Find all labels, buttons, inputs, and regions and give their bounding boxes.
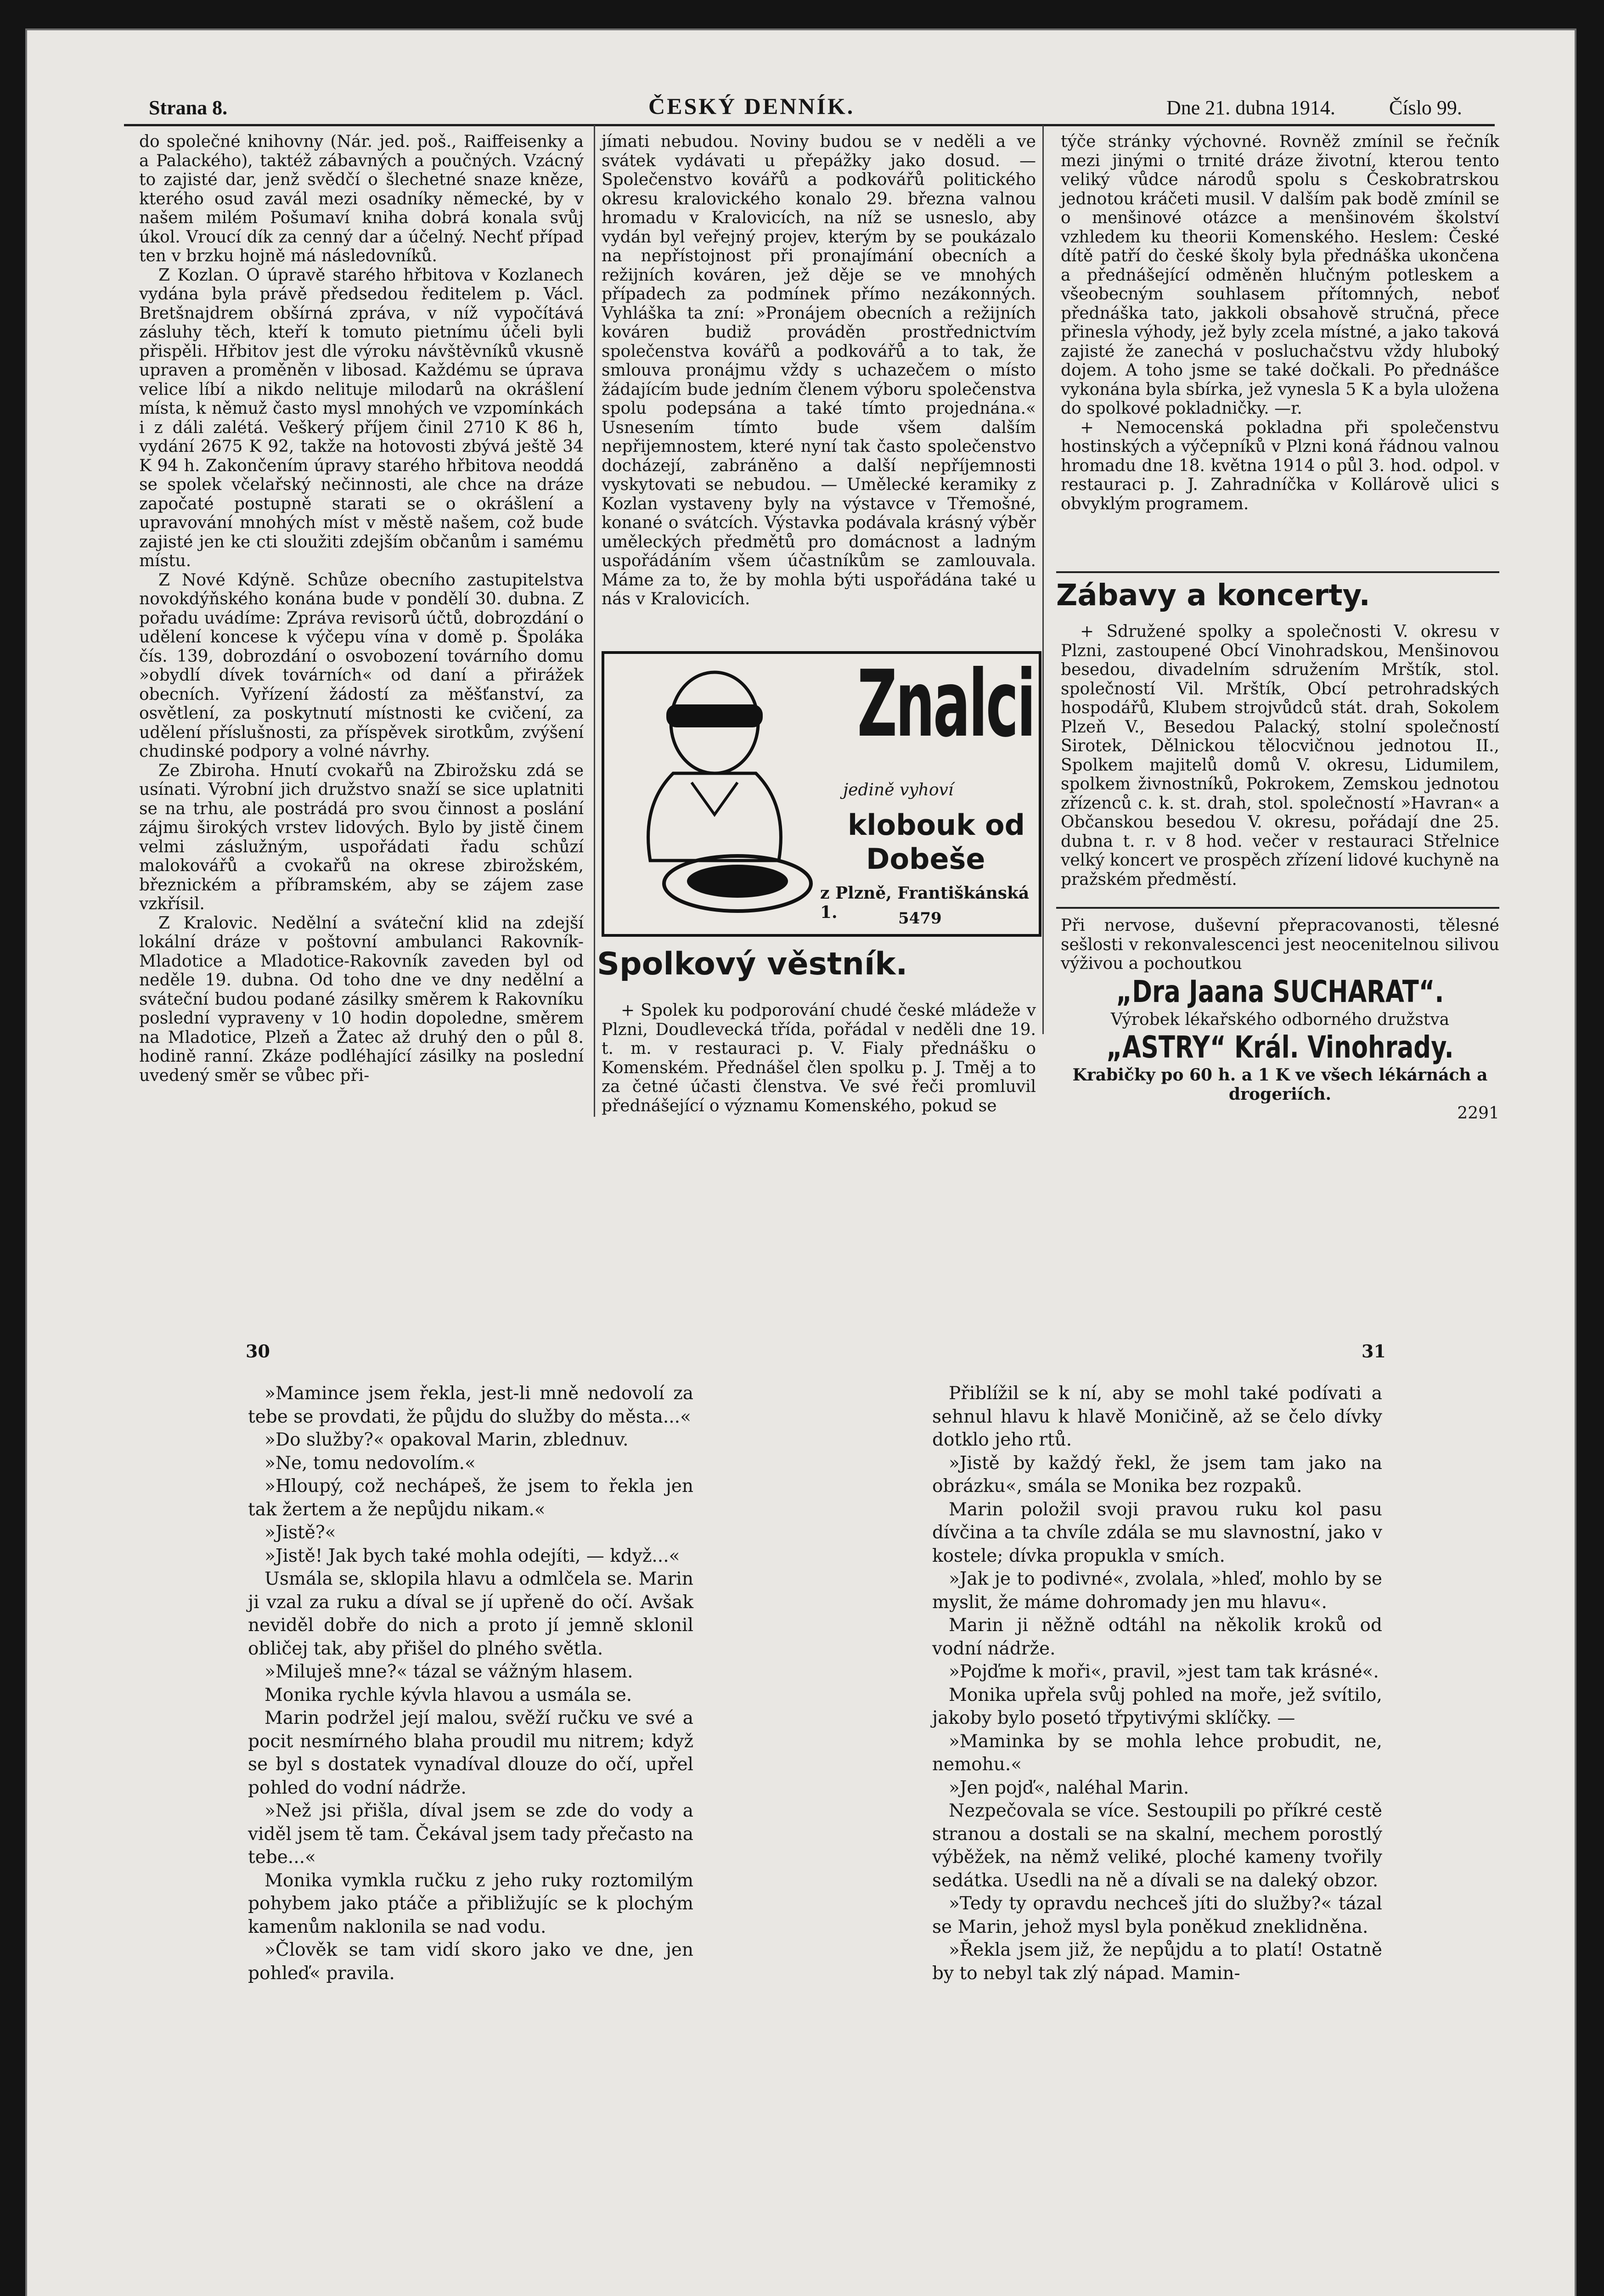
book-paragraph: »Jistě?« [265, 1522, 336, 1543]
book-paragraph: Nezpečovala se více. Sestoupili po příkré cestě stranou a dostali se na skalní, mechem porostlý výběžek, na němž veliké, ploché kameny tvořily sedátka. Usedli na ně a dívali se na daleký obzor. [932, 1801, 1382, 1891]
ad-line: Dobeše [866, 842, 985, 876]
book-paragraph: »Jak je to podivné«, zvolala, »hleď, mohlo by se myslit, že máme dohromady jen mu hlavu«. [932, 1569, 1382, 1613]
book-paragraph: »Jistě by každý řekl, že jsem tam jako na obrázku«, smála se Monika bez rozpaků. [932, 1452, 1382, 1497]
newspaper-title: ČESKÝ DENNÍK. [648, 93, 855, 119]
article-kralovice: Z Kralovic. Nedělní a sváteční klid na zdejší lokální dráze v poštovní ambulanci Rakovník-Mladotice a Mladotice-Rakovník zaveden byl od neděle 19. dubna. Od toho dne ve dny nedělní a sváteční budou podané zásilky směrem k Rakovníku poslední vypraveny v 10 hodin dopoledne, směrem na Mladotice, Plzeň a Žatec až druhý den o půl 8. hodině ranní. Zkáze podléhající zásilky na poslední uvedený směr se vůbec při- [139, 913, 584, 1085]
book-paragraph: »Maminka by se mohla lehce probudit, ne, nemohu.« [932, 1731, 1382, 1775]
article-nemocenska: + Nemocenská pokladna při společenstvu hostinských a výčepníků v Plzni koná řádnou valnou hromadu dne 18. května 1914 o půl 3. hod. odpol. v restauraci p. J. Zahradníčka v Kollárově ulici s obvyklým programem. [1061, 418, 1499, 513]
ad-line: jedině vyhoví [843, 781, 954, 799]
ad-intro: Při nervose, duševní přepracovanosti, tělesné sešlosti v rekonvalescenci jest neocenitelnou silivou výživou a pochoutkou [1061, 916, 1499, 973]
article-continued: týče stránky výchovné. Rovněž zmínil se řečník mezi jinými o trnité dráze životní, kterou tento veliký vůdce národů spolu s Českobratrskou jednotou kráčeti musil. V dalším pak bodě zmínil se o menšinové otázce a menšinovém školství vzhledem ku theorii Komenského. Heslem: České dítě patří do české školy byla přednáška ukončena a přednášející odměněn hlučným potleskem a všeobecným souhlasem přítomných, neboť přednáška tato, jakkoli obsahově stručná, přece přinesla výhody, jež byly zcela místné, a jako taková zajisté že zanechá v posluchačstvu vždy hluboký dojem. A toho jsme se také dočkali. Po přednášce vykonána byla sbírka, jež vynesla 5 K a byla uložena do spolkové pokladničky. —r. [1061, 132, 1499, 418]
ad-maker: „ASTRY“ Král. Vinohrady. [1106, 1030, 1454, 1065]
column-divider [1042, 125, 1044, 1034]
article-continued: jímati nebudou. Noviny budou se v neděli a ve svátek vydávati u přepážky jako dosud. — Společenstvo kovářů a podkovářů politického okresu kralovického konalo 29. března valnou hromadu v Kralovicích, na níž se usneslo, aby vydán byl veřejný projev, kterým by se poukázalo na nepřístojnost při pronajímání obecních a režijních kováren, jež děje se ve mnohých případech za podmínek přímo nezákonných. Vyhláška ta zní: »Pronájem obecních a režijních kováren budiž prováděn prostřednictvím společenstva kovářů a podkovářů a to tak, že smlouva pronájmu vždy s uchazečem o místo žádajícím bude jedním členem výboru společenstva spolu podepsána a také tímto projednána.« Usnesením tímto bude všem dalším nepřijemnostem, které nyní tak často společenstvo docházejí, zabráněno a další nepříjemnosti vyskytovati se nebudou. — Umělecké keramiky z Kozlan vystaveny byly na výstavce v Třemošné, konané o svátcích. Výstavka podávala krásný výběr uměleckých předmětů pro domácnost a ladným uspořádáním všem účastníkům se zamlouvala. Máme za to, že by mohla býti uspořádána také u nás v Kralovicích. [602, 132, 1036, 608]
book-paragraph: »Ne, tomu nedovolím.« [265, 1452, 476, 1474]
book-paragraph: »Člověk se tam vidí skoro jako ve dne, jen pohleď« pravila. [248, 1940, 693, 1984]
book-paragraph: »Do služby?« opakoval Marin, zblednuv. [265, 1429, 629, 1450]
section-divider [1056, 907, 1499, 909]
book-paragraph: »Řekla jsem již, že nepůjdu a to platí! Ostatně by to nebyl tak zlý nápad. Mamin- [932, 1940, 1382, 1984]
book-paragraph: Usmála se, sklopila hlavu a odmlčela se. Marin ji vzal za ruku a díval se jí upřeně do očí. Avšak neviděl dobře do nich a proto jí jemně sklonil obličej tak, aby přišel do plného světla. [248, 1569, 693, 1659]
concert-article: + Sdružené spolky a společnosti V. okresu v Plzni, zastoupené Obcí Vinohradskou, Menšinovou besedou, divadelním sdružením Mrštík, stol. společností Vil. Mrštík, Obcí petrohradských hospodářů, Klubem strojvůdců stát. drah, Sokolem Plzeň V., Besedou Palacký, stolní společností Sirotek, Dělnickou tělocvičnou jednotou II., Spolkem majitelů domů V. okresu, Lidumilem, spolkem živnostníků, Pokrokem, Zemskou jednotou zřízenců c. k. st. drah, stol. společností »Havran« a Občanskou besedou V. okresu, pořádají dne 25. dubna t. r. v 8 hod. večer v restauraci Střelnice velký koncert ve prospěch zřízení lidové kuchyně na pražském předměstí. [1061, 622, 1499, 889]
book-paragraph: »Pojďme k moři«, pravil, »jest tam tak krásné«. [949, 1661, 1379, 1682]
book-paragraph: »Jen pojď«, naléhal Marin. [949, 1777, 1189, 1798]
issue-number: Číslo 99. [1389, 96, 1462, 119]
book-paragraph: Monika upřela svůj pohled na moře, jež svítilo, jakoby bylo posetó třpytivými sklíčky. — [932, 1684, 1382, 1728]
ad-headline: Znalci [857, 651, 1034, 758]
book-paragraph: »Hloupý, což nechápeš, že jsem to řekla jen tak žertem a že nepůjdu nikam.« [248, 1476, 693, 1520]
ad-price: Krabičky po 60 h. a 1 K ve všech lékárnách a drogeriích. [1072, 1065, 1488, 1104]
news-column-3 [1061, 132, 1499, 513]
page-number: Strana 8. [149, 96, 228, 119]
book-paragraph: »Mamince jsem řekla, jest-li mně nedovolí za tebe se provdati, že půjdu do služby do města...« [248, 1383, 693, 1427]
ad-number: 5479 [898, 909, 942, 928]
book-paragraph: »Jistě! Jak bych také mohla odejíti, — když...« [265, 1545, 680, 1566]
article-nova-kdyne: Z Nové Kdýně. Schůze obecního zastupitelstva novokdýňského konána bude v pondělí 30. dubna. Z pořadu uvádíme: Zpráva revisorů účtů, dobrozdání o udělení koncese k výčepu vína v domě p. Špoláka čís. 139, dobrozdání o osvobození továrního domu »obydlí dívek továrních« od daní a přirážek obecních. Vyřízení žádostí za měšťanství, za osvětlení, za poskytnutí místnosti ke cvičení, za udělení příslušnosti, za příspěvek sirotkům, zvýšení chudinské podpory a volné návrhy. [139, 570, 584, 761]
book-paragraph: Marin položil svoji pravou ruku kol pasu dívčina a ta chvíle zdála se mu slavnostní, jako v kostele; dívka propukla v smích. [932, 1499, 1382, 1566]
book-paragraph: Přiblížil se k ní, aby se mohl také podívati a sehnul hlavu k hlavě Moničině, až se čelo dívky dotklo jeho rtů. [932, 1383, 1382, 1450]
book-paragraph: Marin ji něžně odtáhl na několik kroků od vodní nádrže. [932, 1615, 1382, 1659]
ad-product: „Dra Jaana SUCHARAT“. [1116, 974, 1444, 1009]
book-page-right [932, 1382, 1382, 1985]
book-page-number: 30 [246, 1341, 270, 1362]
issue-date: Dne 21. dubna 1914. [1166, 96, 1335, 119]
news-column-2 [602, 132, 1036, 609]
article: do společné knihovny (Nár. jed. poš., Raiffeisenky a a Palackého), taktéž zábavných a poučných. Vzácný to zajisté dar, jenž svědčí o šlechetné snaze kněze, kterého osud zavál mezi osadníky německé, by v našem milém Pošumaví kniha dobrá konala svůj úkol. Vroucí dík za cenný dar a účelný. Nechť případ ten v brzku hojně má následovníků. [139, 132, 584, 265]
news-column-1 [139, 132, 584, 1085]
book-paragraph: Marin podržel její malou, svěží ručku ve své a pocit nesmírného blaha proudil mu nitrem; když se byl s dostatek vynadíval dlouze do očí, upřel pohled do vodní nádrže. [248, 1708, 693, 1798]
book-paragraph: »Tedy ty opravdu nechceš jíti do služby?« tázal se Marin, jehož mysl byla poněkud zneklidněna. [932, 1893, 1382, 1937]
masthead [124, 92, 1495, 126]
book-paragraph: »Miluješ mne?« tázal se vážným hlasem. [265, 1661, 633, 1682]
sucharat-advertisement [1061, 916, 1499, 1123]
book-paragraph: »Než jsi přišla, díval jsem se zde do vody a viděl jsem tě tam. Čekával jsem tady přečasto na tebe...« [248, 1801, 693, 1868]
ad-maker-line: Výrobek lékařského odborného družstva [1110, 1010, 1450, 1029]
article-kozlany: Z Kozlan. O úpravě starého hřbitova v Kozlanech vydána byla právě předsedou ředitelem p. Václ. Bretšnajdrem obšírná zpráva, v níž vypočítává zásluhy těch, kteří k tomuto pietnímu účeli byli přispěli. Hřbitov jest dle výroku návštěvníků vkusně upraven a proměněn v libosad. Každému se úprava velice líbí a nikdo nelituje milodarů na okrášlení místa, k němuž často mysl mnohých ve vzpomínkách i z dáli zalétá. Veškerý příjem činil 2710 K 86 h, vydání 2675 K 92, takže na hotovosti zbývá ještě 34 K 94 h. Zakončením úpravy starého hřbitova neoddá se spolek včelařský nečinnosti, ale chce na dráze započaté postupně starati se o okrášlení a upravování mnohých míst v městě našem, což bude zajisté jen ke cti sloužiti zdejším občanům i samému místu. [139, 265, 584, 570]
column-divider [594, 125, 595, 1117]
concerts-news [1061, 622, 1499, 889]
book-paragraph: Monika rychle kývla hlavou a usmála se. [265, 1684, 632, 1705]
man-with-hat-illustration [623, 668, 816, 925]
ad-number: 2291 [1457, 1104, 1499, 1123]
section-divider [1056, 571, 1499, 573]
ad-address: z Plzně, Františkánská 1. [820, 884, 1030, 922]
section-heading: Zábavy a koncerty. [1056, 579, 1370, 613]
section-heading: Spolkový věstník. [597, 946, 908, 982]
society-article: + Spolek ku podporování chudé české mládeže v Plzni, Doudlevecká třída, pořádal v neděli dne 19. t. m. v restauraci p. V. Fialy přednášku o Komenském. Přednášel člen spolku p. J. Tměj a to za četné účasti členstva. Ve své řeči promluvil přednášející o významu Komenského, pokud se [602, 1001, 1036, 1115]
hat-advertisement [602, 651, 1041, 937]
book-page-left [248, 1382, 693, 1985]
society-news [602, 1001, 1036, 1115]
book-page-number: 31 [1362, 1341, 1386, 1362]
article-zbiroh: Ze Zbiroha. Hnutí cvokařů na Zbirožsku zdá se usínati. Výrobní jich družstvo snaží se sice uplatniti se na trhu, ale postrádá pro svou činnost a poslání zájmu širokých vrstev lidových. Bylo by jistě činem velmi záslužným, uspořádati řadu schůzí malokovářů a cvokařů na okrese zbirožském, březnickém a příbramském, aby se zájem zase vzkřísil. [139, 761, 584, 913]
book-paragraph: Monika vymkla ručku z jeho ruky roztomilým pohybem jako ptáče a přibližujíc se k plochým kamenům naklonila se nad vodu. [248, 1870, 693, 1937]
ad-line: klobouk od [848, 808, 1025, 842]
